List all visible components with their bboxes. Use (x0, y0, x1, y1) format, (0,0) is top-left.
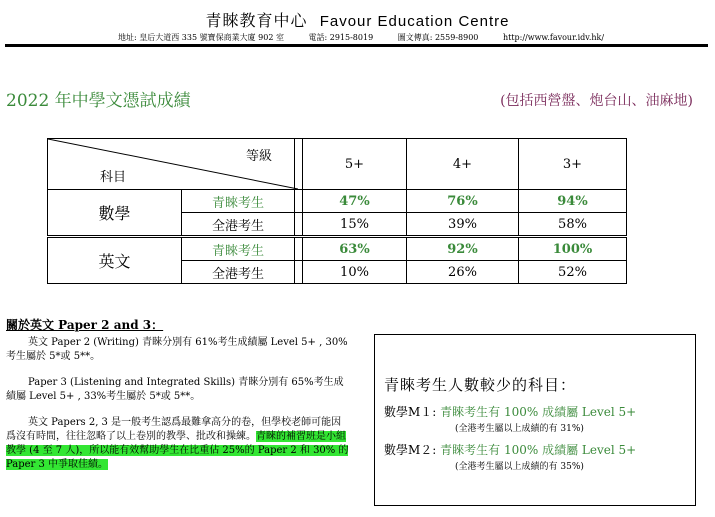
notes-paragraph (6, 416, 351, 472)
spacer-cell (295, 190, 303, 213)
table-cell: 100% (519, 237, 627, 261)
m2-sub: (全港考生屬以上成績的有 35%) (455, 462, 584, 472)
table-cell: 10% (303, 261, 407, 284)
m1-label: 數學M１: (384, 405, 437, 419)
fewer-candidates-box (374, 334, 696, 506)
m1-text: 青睞考生有 100% 成績屬 Level 5+ (440, 405, 637, 419)
header-phone: 電話: 2915-8019 (308, 33, 374, 42)
header-title-en: Favour Education Centre (319, 13, 510, 30)
spacer-cell (295, 261, 303, 284)
m1-sub: (全港考生屬以上成績的有 31%) (455, 424, 584, 434)
table-row (48, 190, 627, 213)
table-cell: 94% (519, 190, 627, 213)
box-title: 青睞考生人數較少的科目： (384, 376, 577, 394)
header-rule (5, 44, 708, 47)
box-m2-row (384, 441, 636, 458)
header-website: http://www.favour.idv.hk/ (502, 33, 605, 42)
grade-header: 3+ (519, 139, 627, 190)
subject-name: 英文 (48, 237, 182, 284)
box-m1-row (384, 403, 636, 420)
header-address: 地址: 皇后大道西 335 號寶保商業大廈 902 室 (118, 33, 284, 42)
table-cell: 39% (407, 213, 519, 237)
group-label: 全港考生 (182, 213, 295, 237)
header-title (0, 8, 715, 31)
table-cell: 58% (519, 213, 627, 237)
table-cell: 92% (407, 237, 519, 261)
subject-name: 數學 (48, 190, 182, 237)
header-diagonal-cell (48, 139, 295, 190)
report-note: (包括西營盤、炮台山、油麻地) (500, 93, 693, 109)
grade-header: 5+ (303, 139, 407, 190)
header-info (118, 32, 626, 43)
notes-paragraph: Paper 3 (Listening and Integrated Skills) 青睞分別有 65%考生成績屬 Level 5+ , 33%考生屬於 5*或 5**。 (6, 377, 344, 402)
notes-paragraph: 英文 Paper 2 (Writing) 青睞分別有 61%考生成績屬 Level 5+ , 30%考生屬於 5*或 5**。 (6, 337, 348, 362)
table-header-row (48, 139, 627, 190)
spacer-cell (295, 213, 303, 237)
notes-paragraph-text: 英文 Papers 2, 3 是一般考生認爲最難拿高分的卷，但學校老師可能因爲沒有時間，往往忽略了以上卷別的教學、批改和操練。 (6, 417, 342, 442)
table-cell: 47% (303, 190, 407, 213)
group-label: 青睞考生 (182, 190, 295, 213)
notes-heading: 關於英文 Paper 2 and 3： (6, 318, 164, 332)
table-cell: 26% (407, 261, 519, 284)
m2-text: 青睞考生有 100% 成績屬 Level 5+ (440, 443, 637, 457)
header-title-cn: 青睞教育中心 (205, 11, 308, 30)
table-cell: 52% (519, 261, 627, 284)
table-cell: 15% (303, 213, 407, 237)
group-label: 青睞考生 (182, 237, 295, 261)
notes-section (6, 318, 351, 472)
header-fax: 圖文傳真: 2559-8900 (397, 33, 479, 42)
m2-label: 數學M２: (384, 443, 437, 457)
table-cell: 76% (407, 190, 519, 213)
grade-header: 4+ (407, 139, 519, 190)
grade-label: 等級 (245, 149, 272, 164)
results-table (47, 138, 627, 284)
report-title: 2022 年中學文憑試成績 (6, 91, 191, 111)
spacer-cell (295, 237, 303, 261)
highlighted-text: 青睞的補習班是小組教學 (4 至 7 人)，所以能有效幫助學生在比重佔 25%的 Paper 2 和 30% 的 Paper 3 中爭取佳績。 (6, 431, 349, 470)
table-row (48, 237, 627, 261)
group-label: 全港考生 (182, 261, 295, 284)
table-cell: 63% (303, 237, 407, 261)
subject-label: 科目 (100, 170, 127, 185)
